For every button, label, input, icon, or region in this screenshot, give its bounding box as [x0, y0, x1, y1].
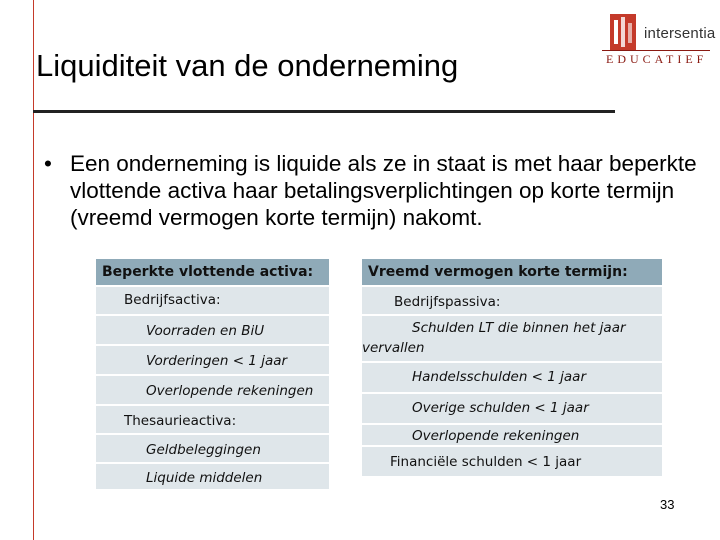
title-underline [33, 110, 615, 113]
table-row: Bedrijfsactiva: [96, 287, 329, 314]
table-row: Geldbeleggingen [96, 435, 329, 462]
table-row-line: vervallen [362, 340, 425, 356]
left-accent-line [33, 0, 34, 540]
slide-title: Liquiditeit van de onderneming [36, 48, 459, 83]
table-row [362, 316, 662, 361]
table-left [96, 259, 329, 489]
table-left-header: Beperkte vlottende activa: [96, 259, 329, 285]
table-row: Voorraden en BiU [96, 316, 329, 344]
bullet-dot-icon: • [44, 151, 52, 176]
table-row: Bedrijfspassiva: [362, 287, 662, 314]
logo-mark-icon [610, 14, 636, 50]
logo-brand: intersentia [644, 25, 716, 42]
table-row: Thesaurieactiva: [96, 406, 329, 433]
page-number: 33 [660, 497, 675, 512]
intersentia-logo [600, 12, 716, 66]
table-row: Vorderingen < 1 jaar [96, 346, 329, 374]
bullet-text: Een onderneming is liquide als ze in staat is met haar beperkte vlottende activa haar betalingsverplichtingen op korte termijn (vreemd vermogen korte termijn) nakomt. [70, 151, 697, 230]
table-row: Handelsschulden < 1 jaar [362, 363, 662, 392]
table-row: Liquide middelen [96, 464, 329, 489]
logo-divider [602, 50, 710, 51]
table-row: Overige schulden < 1 jaar [362, 394, 662, 423]
table-row: Financiële schulden < 1 jaar [362, 447, 662, 476]
table-row-line: Schulden LT die binnen het jaar [412, 320, 626, 336]
logo-subtitle: EDUCATIEF [606, 52, 708, 66]
table-right-header: Vreemd vermogen korte termijn: [362, 259, 662, 285]
table-row: Overlopende rekeningen [96, 376, 329, 404]
table-right [362, 259, 662, 476]
table-row: Overlopende rekeningen [362, 425, 662, 445]
